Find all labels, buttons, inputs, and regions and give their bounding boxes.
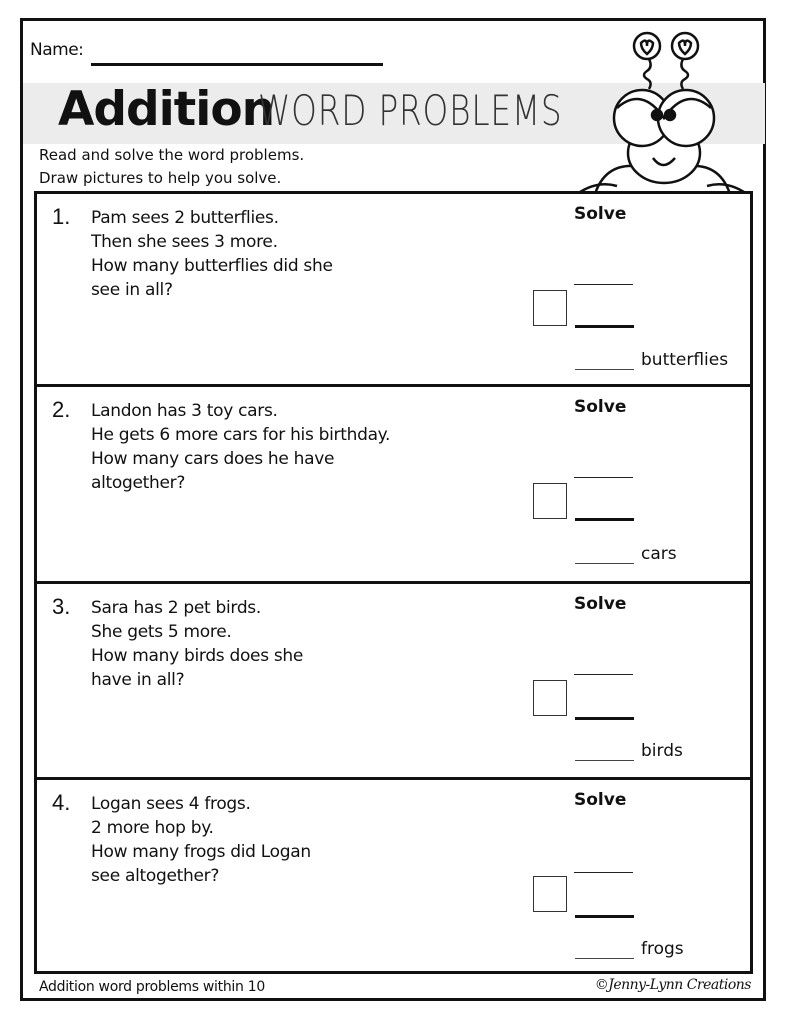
- bug-mascot-icon: [577, 28, 747, 194]
- name-field[interactable]: [91, 63, 383, 66]
- instruction-line-2: Draw pictures to help you solve.: [39, 169, 282, 187]
- answer-line[interactable]: [575, 369, 634, 370]
- addend-line-top[interactable]: [574, 872, 633, 873]
- problem-line: 2 more hop by.: [91, 818, 214, 838]
- problem-number: 4.: [52, 790, 71, 815]
- solve-label: Solve: [574, 594, 627, 614]
- operator-box[interactable]: [533, 680, 567, 716]
- problem-line: have in all?: [91, 670, 185, 690]
- problem-line: She gets 5 more.: [91, 622, 232, 642]
- operator-box[interactable]: [533, 290, 567, 326]
- problem-line: Then she sees 3 more.: [91, 232, 278, 252]
- addend-line-top[interactable]: [574, 477, 633, 478]
- problem-number: 3.: [52, 594, 71, 619]
- problem-line: altogether?: [91, 473, 186, 493]
- instruction-line-1: Read and solve the word problems.: [39, 146, 305, 164]
- problem-line: How many frogs did Logan: [91, 842, 311, 862]
- answer-line[interactable]: [575, 958, 634, 959]
- answer-line[interactable]: [575, 760, 634, 761]
- problem-1: [37, 194, 750, 385]
- problem-line: Landon has 3 toy cars.: [91, 401, 278, 421]
- footer-copyright: ©Jenny-Lynn Creations: [594, 977, 751, 993]
- addend-line-bottom[interactable]: [575, 518, 634, 521]
- solve-label: Solve: [574, 397, 627, 417]
- problem-line: Logan sees 4 frogs.: [91, 794, 251, 814]
- solve-label: Solve: [574, 790, 627, 810]
- problem-text: [91, 596, 303, 692]
- operator-box[interactable]: [533, 876, 567, 912]
- problem-line: see altogether?: [91, 866, 220, 886]
- answer-unit: cars: [641, 544, 677, 564]
- name-label: Name:: [30, 40, 84, 60]
- problem-line: How many butterflies did she: [91, 256, 333, 276]
- addend-line-top[interactable]: [574, 284, 633, 285]
- problem-line: He gets 6 more cars for his birthday.: [91, 425, 391, 445]
- footer-description: Addition word problems within 10: [39, 979, 265, 995]
- problem-text: [91, 206, 333, 302]
- problem-4: [37, 780, 750, 972]
- addend-line-top[interactable]: [574, 674, 633, 675]
- addend-line-bottom[interactable]: [575, 717, 634, 720]
- operator-box[interactable]: [533, 483, 567, 519]
- problem-text: [91, 399, 390, 495]
- problem-line: How many birds does she: [91, 646, 304, 666]
- title-bold: Addition: [58, 82, 275, 137]
- problem-line: How many cars does he have: [91, 449, 335, 469]
- answer-unit: frogs: [641, 939, 684, 959]
- answer-line[interactable]: [575, 563, 634, 564]
- problem-2: [37, 387, 750, 581]
- addend-line-bottom[interactable]: [575, 915, 634, 918]
- problem-3: [37, 584, 750, 778]
- title-thin: WORD PROBLEMS: [258, 86, 563, 135]
- problem-text: [91, 792, 311, 888]
- addend-line-bottom[interactable]: [575, 325, 634, 328]
- problem-line: Sara has 2 pet birds.: [91, 598, 261, 618]
- solve-label: Solve: [574, 204, 627, 224]
- answer-unit: birds: [641, 741, 683, 761]
- problem-line: see in all?: [91, 280, 173, 300]
- problem-number: 1.: [52, 204, 71, 229]
- problem-number: 2.: [52, 397, 71, 422]
- answer-unit: butterflies: [641, 350, 729, 370]
- problem-line: Pam sees 2 butterflies.: [91, 208, 279, 228]
